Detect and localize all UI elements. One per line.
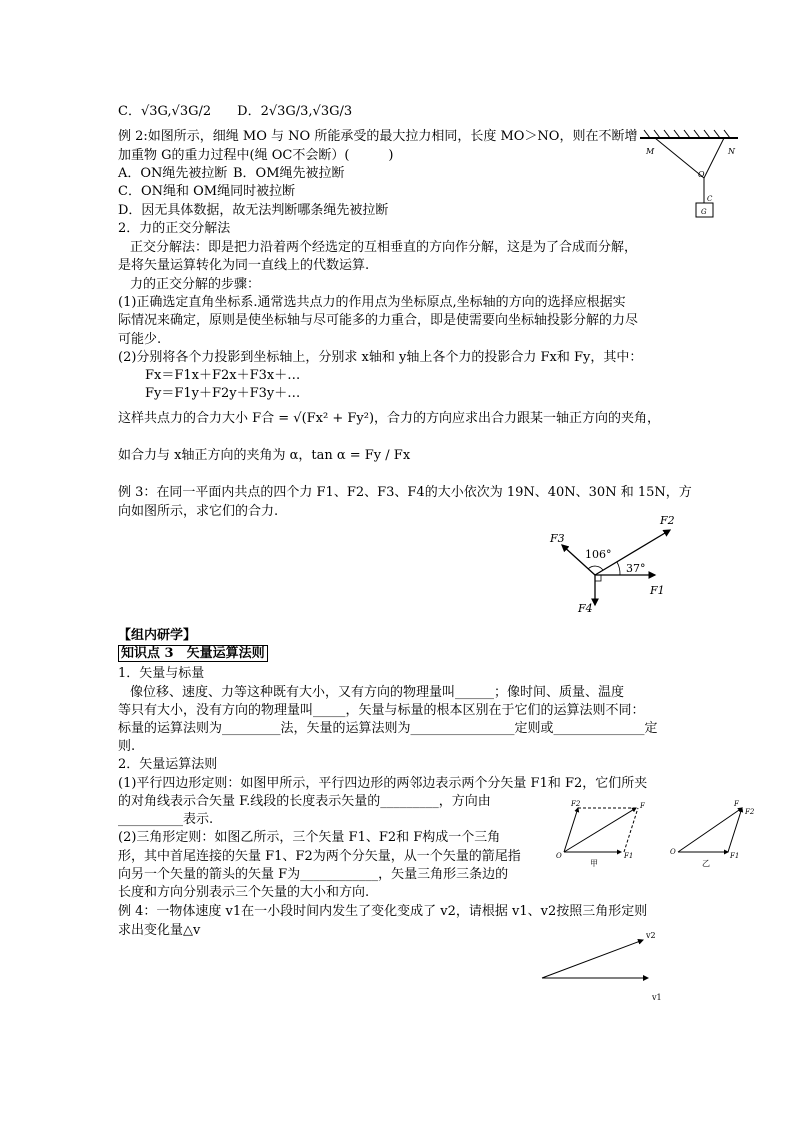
label-v1: v1 [652, 993, 662, 1002]
parallelogram-rule-line-1: (1)平行四边形定则：如图甲所示，平行四边形的两邻边表示两个分矢量 F1和 F2，它们所夹 [118, 776, 648, 791]
resultant-formula-line: 这样共点力的合力大小 F合 = √(Fx² + Fy²)，合力的方向应求出合力跟某一轴正方向的夹角， [118, 411, 661, 426]
knowledge-point-3-title: 知识点 3 矢量运算法则 [118, 645, 268, 662]
ceiling-rope-figure [640, 130, 740, 225]
parallelogram-rule-line-2: 的对角线表示合矢量 F.线段的长度表示矢量的_________，方向由 [118, 794, 491, 809]
caption-jia: 甲 [590, 859, 598, 868]
angle-formula-line: 如合力与 x轴正方向的夹角为 α，tan α = Fy / Fx [118, 448, 411, 463]
parallelogram-figure [556, 796, 661, 868]
label-f4: F4 [578, 602, 593, 615]
label-v2: v2 [646, 931, 656, 940]
example-2-option-d: D．因无具体数据，故无法判断哪条绳先被拉断 [118, 203, 389, 218]
example-2-option-a: A．ON绳先被拉断 [118, 166, 228, 181]
label-para-o: O [556, 852, 562, 860]
label-f1: F1 [650, 584, 665, 597]
fx-equation: Fx＝F1x＋F2x＋F3x＋… [145, 368, 301, 383]
label-o: O [698, 170, 705, 179]
vector-scalar-heading: 1．矢量与标量 [118, 666, 205, 681]
step-2-line: (2)分别将各个力投影到坐标轴上，分别求 x轴和 y轴上各个力的投影合力 Fx和 Fy，其中： [118, 350, 643, 365]
velocity-vectors-figure [540, 928, 675, 1008]
step-1-line-2: 际情况来确定，原则是使坐标轴与尽可能多的力重合，即是使需要向坐标轴投影分解的力尽 [118, 313, 639, 328]
label-tri-o: O [670, 848, 676, 856]
label-angle-37: 37° [626, 562, 646, 575]
section-orthogonal-heading: 2．力的正交分解法 [118, 221, 231, 236]
vector-scalar-line-1: 像位移、速度、力等这种既有大小，又有方向的物理量叫______；像时间、质量、温度 [130, 685, 625, 700]
four-forces-figure [540, 510, 680, 615]
label-para-f1: F1 [624, 852, 634, 860]
fy-equation: Fy＝F1y＋F2y＋F3y＋… [145, 386, 301, 401]
label-tri-f1: F1 [730, 852, 740, 860]
triangle-rule-line-4: 长度和方向分别表示三个矢量的大小和方向. [118, 885, 370, 900]
triangle-figure [670, 796, 770, 868]
group-study-heading: 【组内研学】 [118, 628, 197, 643]
vector-rules-heading: 2．矢量运算法则 [118, 757, 218, 772]
orthogonal-definition-line-1: 正交分解法：即是把力沿着两个经选定的互相垂直的方向作分解，这是为了合成而分解， [130, 240, 638, 255]
vector-scalar-line-3: 标量的运算法则为_________法，矢量的运算法则为________________定则或______________定 [118, 721, 658, 736]
label-c: C [707, 195, 713, 203]
orthogonal-steps-heading: 力的正交分解的步骤： [130, 277, 261, 292]
label-angle-106: 106° [585, 548, 612, 561]
example-3-line-2: 向如图所示，求它们的合力. [118, 504, 279, 519]
triangle-rule-line-3: 向另一个矢量的箭头的矢量 F为____________，矢量三角形三条边的 [118, 867, 509, 882]
label-f2: F2 [660, 514, 675, 527]
step-1-line-1: (1)正确选定直角坐标系.通常选共点力的作用点为坐标原点,坐标轴的方向的选择应根据实 [118, 295, 626, 310]
triangle-rule-line-1: (2)三角形定则：如图乙所示，三个矢量 F1、F2和 F构成一个三角 [118, 830, 501, 845]
label-n: N [728, 147, 735, 156]
triangle-rule-line-2: 形，其中首尾连接的矢量 F1、F2为两个分矢量，从一个矢量的箭尾指 [118, 849, 521, 864]
example-3-line-1: 例 3：在同一平面内共点的四个力 F1、F2、F3、F4的大小依次为 19N、40N、30N 和 15N，方 [118, 485, 692, 500]
example-2-option-b: B．OM绳先被拉断 [233, 166, 345, 181]
parallelogram-rule-line-3: __________表示. [118, 812, 214, 827]
example-2-stem-line-2: 加重物 G的重力过程中(绳 OC不会断）( ) [118, 148, 394, 163]
label-g: G [701, 208, 707, 216]
label-m: M [646, 147, 655, 156]
label-tri-f2: F2 [745, 808, 755, 816]
label-f3: F3 [550, 532, 565, 545]
label-tri-f: F [734, 800, 739, 808]
orthogonal-definition-line-2: 是将矢量运算转化为同一直线上的代数运算. [118, 258, 370, 273]
example-4-line-2: 求出变化量△v [118, 923, 201, 938]
label-para-f: F [640, 802, 645, 810]
example-2-stem-line-1: 例 2:如图所示，细绳 MO 与 NO 所能承受的最大拉力相同，长度 MO＞NO，则在不断增 [118, 129, 638, 144]
example-2-option-c: C．ON绳和 OM绳同时被拉断 [118, 184, 296, 199]
option-c-d-line: C．√3G,√3G/2 D．2√3G/3,√3G/3 [118, 104, 353, 119]
step-1-line-3: 可能少. [118, 332, 162, 347]
label-para-f2: F2 [571, 800, 581, 808]
vector-scalar-line-4: 则. [118, 739, 136, 754]
vector-scalar-line-2: 等只有大小，没有方向的物理量叫_____，矢量与标量的根本区别在于它们的运算法则不同： [118, 703, 645, 718]
caption-yi: 乙 [702, 859, 710, 868]
example-4-line-1: 例 4：一物体速度 v1在一小段时间内发生了变化变成了 v2，请根据 v1、v2按照三角形定则 [118, 904, 648, 919]
